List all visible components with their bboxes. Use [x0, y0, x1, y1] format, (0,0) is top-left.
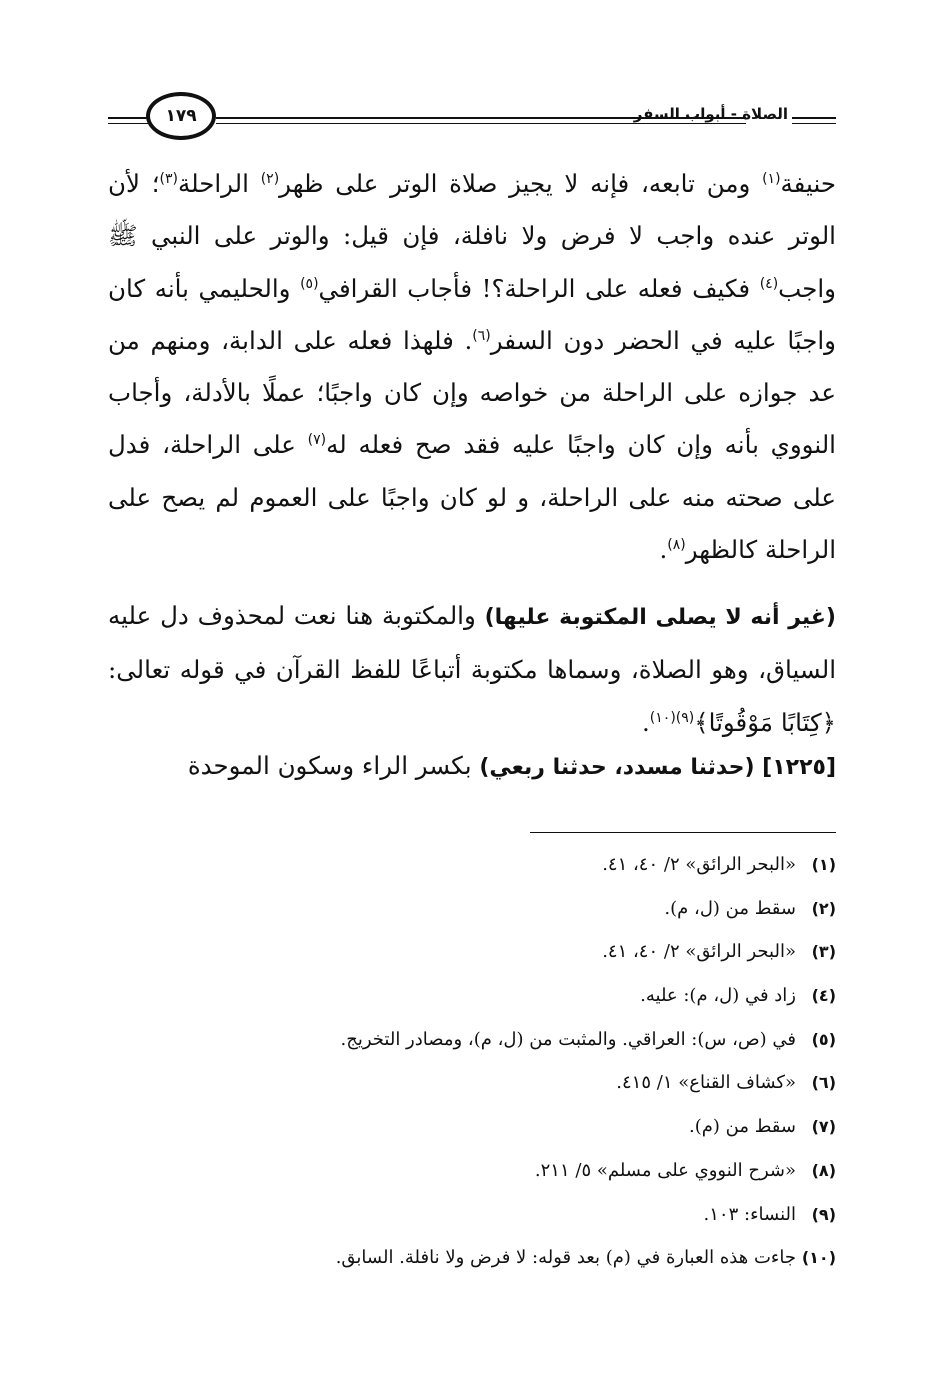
footnote-ref-9[interactable]: (٩): [675, 709, 695, 726]
matn-bold: (غير أنه لا يصلى المكتوبة عليها): [484, 605, 836, 630]
footnote-number: (١): [811, 855, 836, 874]
footnote-text: «شرح النووي على مسلم» ٥/ ٢١١.: [534, 1159, 796, 1181]
page-number: ١٧٩: [165, 106, 197, 126]
footnote-ref-7[interactable]: (٧): [307, 432, 327, 449]
footnote-text: «البحر الرائق» ٢/ ٤٠، ٤١.: [602, 941, 796, 963]
text-run: والحليمي بأنه كان واجبًا عليه في الحضر دون السفر: [108, 273, 836, 355]
footnote-item: [108, 1193, 836, 1237]
footnote-number: (٨): [811, 1160, 836, 1180]
hadith-number-bold: [١٢٢٥] (حدثنا مسدد، حدثنا ربعي): [479, 755, 836, 780]
footnote-number: (٤): [811, 986, 836, 1006]
footnote-text: زاد في (ل، م): عليه.: [640, 985, 796, 1007]
text-run: ؛ لأن الوتر عنده واجب لا فرض ولا نافلة، فإن قيل: والوتر على النبي ﷺ واجب: [108, 169, 836, 303]
footnote-number: (٥): [811, 1029, 836, 1049]
text-run: فكيف فعله على الراحلة؟! فأجاب القرافي: [318, 273, 760, 303]
footnote-item: [108, 1105, 836, 1149]
footnote-ref-10[interactable]: (١٠): [649, 709, 676, 726]
footnote-ref-8[interactable]: (٨): [667, 536, 686, 553]
footnote-text: سقط من (م).: [689, 1116, 796, 1138]
footnote-number: (٢): [811, 898, 836, 918]
text-run: .: [642, 707, 650, 737]
footnote-text: النساء: ١٠٣.: [703, 1203, 796, 1225]
footnote-number: (٩): [811, 1204, 836, 1224]
footnote-ref-3[interactable]: (٣): [159, 170, 178, 187]
footnote-ref-4[interactable]: (٤): [759, 275, 779, 292]
running-title: الصلاة - أبواب السفر: [633, 105, 788, 123]
footnote-ref-5[interactable]: (٥): [300, 275, 319, 292]
text-run: والمكتوبة هنا نعت لمحذوف دل عليه السياق، وهو الصلاة، وسماها مكتوبة أتباعًا للفظ القرآن في قوله تعالى:: [108, 601, 836, 685]
header-rule-left: [108, 117, 148, 124]
footnote-text: «كشاف القناع» ١/ ٤١٥.: [616, 1072, 796, 1094]
text-run: على الراحلة، فدل على صحته منه على الراحلة، و لو كان واجبًا على العموم لم يصح على الراحلة كالظهر: [108, 430, 836, 565]
footnote-item: [108, 1236, 836, 1280]
header-rule-right: [792, 117, 836, 124]
text-run: بكسر الراء وسكون الموحدة: [187, 751, 480, 780]
footnote-text: في (ص، س): العراقي. والمثبت من (ل، م)، ومصادر التخريج.: [340, 1028, 796, 1050]
text-run: الراحلة: [177, 169, 261, 198]
footnote-separator: [530, 832, 836, 833]
text-run: .: [659, 535, 668, 565]
footnote-item: [108, 930, 836, 974]
footnote-item: [108, 1061, 836, 1105]
footnote-text: جاءت هذه العبارة في (م) بعد قوله: لا فرض ولا نافلة. السابق.: [335, 1247, 796, 1269]
paragraph-2: [108, 590, 836, 749]
paragraph-3: [108, 740, 836, 794]
footnote-text: سقط من (ل، م).: [664, 897, 796, 919]
footnote-ref-1[interactable]: (١): [762, 170, 781, 187]
page-number-badge: [146, 92, 216, 140]
footnotes-list: [108, 843, 836, 1280]
footnote-number: (٧): [811, 1117, 836, 1137]
footnote-item: [108, 974, 836, 1018]
footnote-item: [108, 887, 836, 931]
footnote-item: [108, 1018, 836, 1062]
footnote-item: [108, 1149, 836, 1193]
footnote-ref-6[interactable]: (٦): [472, 327, 491, 344]
footnote-item: [108, 843, 836, 887]
text-run: . فلهذا فعله على الدابة، ومنهم من عد جوازه على الراحلة من خواصه وإن كان واجبًا؛ عملًا بالأدلة، وأجاب النووي بأنه وإن كان واجبًا عليه فقد صح فعله له: [108, 325, 836, 460]
text-run: ومن تابعه، فإنه لا يجيز صلاة الوتر على ظهر: [279, 169, 763, 198]
page-header: [108, 92, 836, 154]
footnote-number: (٦): [811, 1073, 836, 1093]
footnote-text: «البحر الرائق» ٢/ ٤٠، ٤١.: [602, 854, 796, 875]
footnote-ref-2[interactable]: (٢): [260, 170, 280, 187]
footnote-number: (٣): [811, 942, 836, 962]
paragraph-1: [108, 158, 836, 576]
quran-quote: ﴿كِتَابًا مَوْقُوتًا﴾: [694, 707, 836, 737]
footnote-number: (١٠): [801, 1248, 836, 1268]
text-run: حنيفة: [780, 169, 836, 198]
